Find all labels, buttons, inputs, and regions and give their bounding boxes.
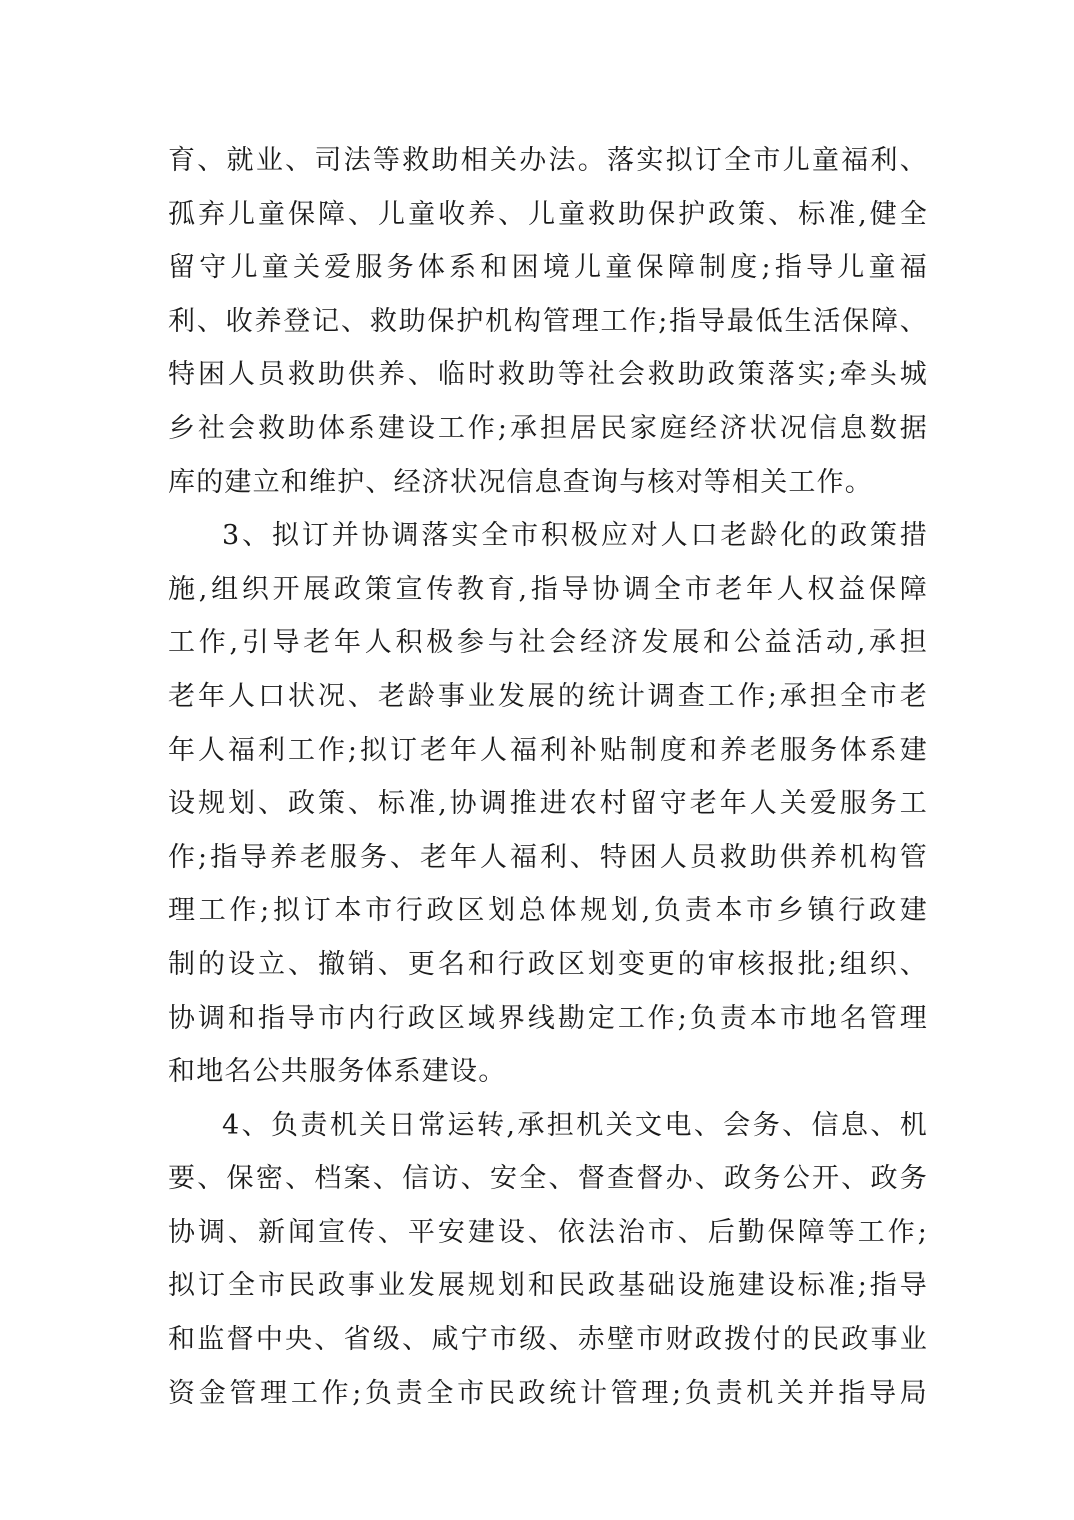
text-line: 资金管理工作;负责全市民政统计管理;负责机关并指导局 [168, 1377, 928, 1409]
text-line: 施,组织开展政策宣传教育,指导协调全市老年人权益保障 [168, 573, 928, 605]
text-line: 拟订全市民政事业发展规划和民政基础设施建设标准;指导 [168, 1270, 928, 1302]
text-line: 理工作;拟订本市行政区划总体规划,负责本市乡镇行政建 [168, 895, 928, 927]
text-line: 3、拟订并协调落实全市积极应对人口老龄化的政策措 [222, 520, 928, 552]
text-line: 工作,引导老年人积极参与社会经济发展和公益活动,承担 [168, 627, 928, 659]
text-line: 特困人员救助供养、临时救助等社会救助政策落实;牵头城 [168, 359, 928, 391]
text-line: 老年人口状况、老龄事业发展的统计调查工作;承担全市老 [168, 680, 928, 712]
text-line: 和地名公共服务体系建设。 [168, 1056, 507, 1088]
text-line: 留守儿童关爱服务体系和困境儿童保障制度;指导儿童福 [168, 252, 928, 284]
text-line: 协调和指导市内行政区域界线勘定工作;负责本市地名管理 [168, 1002, 928, 1034]
text-line: 要、保密、档案、信访、安全、督查督办、政务公开、政务 [168, 1163, 928, 1195]
paragraph-4 [168, 1099, 928, 1421]
text-line: 孤弃儿童保障、儿童收养、儿童救助保护政策、标准,健全 [168, 198, 928, 230]
text-line: 利、收养登记、救助保护机构管理工作;指导最低生活保障、 [168, 305, 928, 337]
body-text [168, 134, 928, 1420]
text-line: 作;指导养老服务、老年人福利、特困人员救助供养机构管 [168, 841, 928, 873]
text-line: 乡社会救助体系建设工作;承担居民家庭经济状况信息数据 [168, 412, 928, 444]
text-line: 设规划、政策、标准,协调推进农村留守老年人关爱服务工 [168, 788, 928, 820]
paragraph-3 [168, 509, 928, 1099]
text-line: 和监督中央、省级、咸宁市级、赤壁市财政拨付的民政事业 [168, 1324, 928, 1356]
text-line: 制的设立、撤销、更名和行政区划变更的审核报批;组织、 [168, 948, 928, 980]
text-line: 4、负责机关日常运转,承担机关文电、会务、信息、机 [222, 1109, 928, 1141]
text-line: 协调、新闻宣传、平安建设、依法治市、后勤保障等工作; [168, 1216, 928, 1248]
text-line: 库的建立和维护、经济状况信息查询与核对等相关工作。 [168, 466, 873, 498]
text-line: 育、就业、司法等救助相关办法。落实拟订全市儿童福利、 [168, 145, 928, 176]
text-line: 年人福利工作;拟订老年人福利补贴制度和养老服务体系建 [168, 734, 928, 766]
paragraph-2-continued [168, 134, 928, 509]
